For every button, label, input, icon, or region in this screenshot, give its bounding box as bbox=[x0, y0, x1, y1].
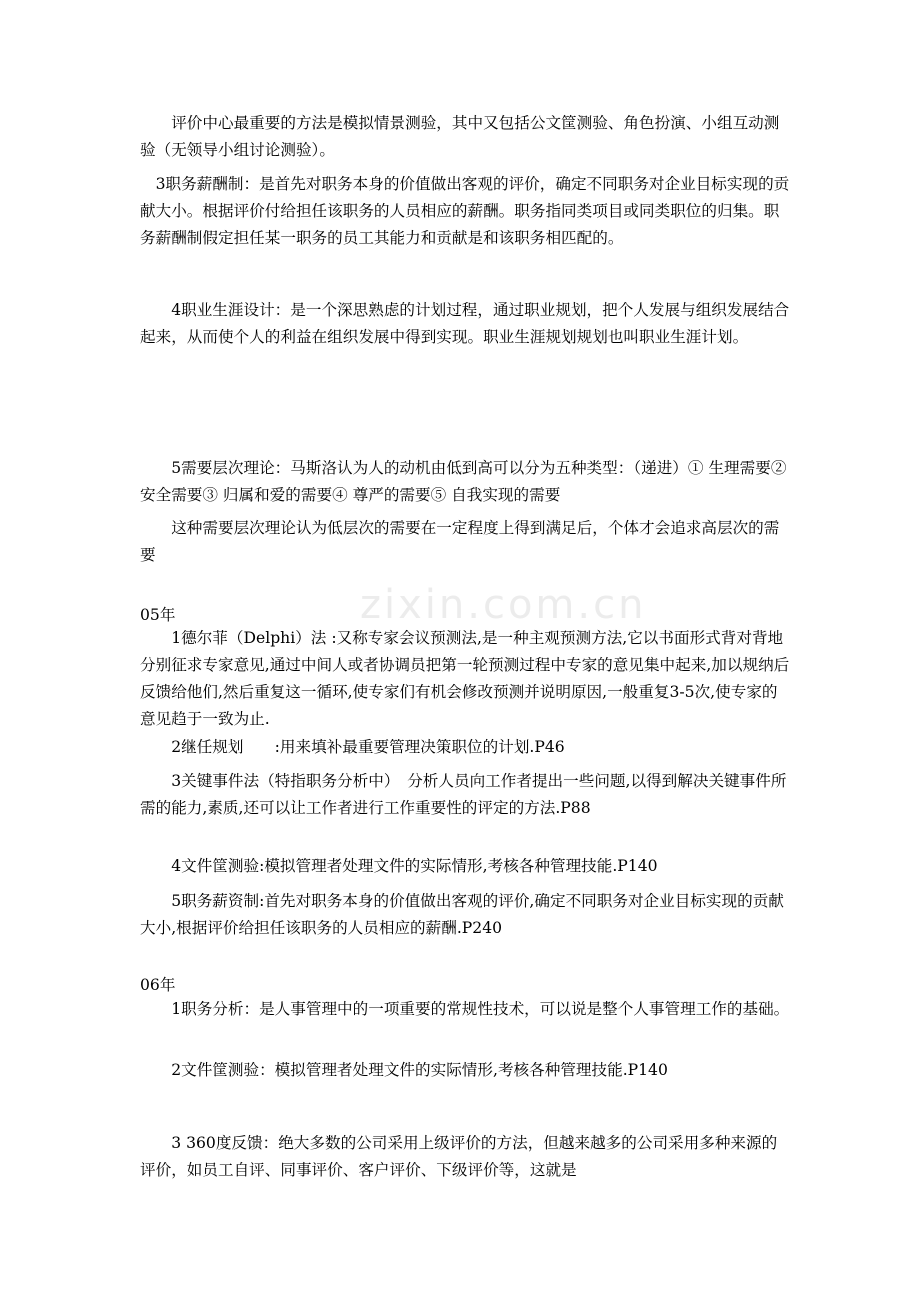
paragraph-assessment-center: 评价中心最重要的方法是模拟情景测验，其中又包括公文筐测验、角色扮演、小组互动测验（无领导小组讨论测验）。 bbox=[140, 114, 780, 159]
paragraph-critical-incident: 3关键事件法（特指职务分析中） 分析人员向工作者提出一些问题,以得到解决关键事件所需的能力,素质,还可以让工作者进行工作重要性的评定的方法.P88 bbox=[140, 772, 787, 817]
paragraph-delphi-method: 1德尔菲（Delphi）法 :又称专家会议预测法,是一种主观预测方法,它以书面形式背对背地分别征求专家意见,通过中间人或者协调员把第一轮预测过程中专家的意见集中起来,加以规纳后反馈给他们,然后重复这一循环,使专家们有机会修改预测并说明原因,一般重复3-5次,使专家的意见趋于一致为止. bbox=[140, 629, 790, 728]
paragraph-job-pay-system: 3职务薪酬制：是首先对职务本身的价值做出客观的评价，确定不同职务对企业目标实现的贡献大小。根据评价付给担任该职务的人员相应的薪酬。职务指同类项目或同类职位的归集。职务薪酬制假定担任某一职务的员工其能力和贡献是和该职务相匹配的。 bbox=[140, 175, 790, 247]
paragraph-360-feedback: 3 360度反馈：绝大多数的公司采用上级评价的方法，但越来越多的公司采用多种来源的评价，如员工自评、同事评价、客户评价、下级评价等，这就是 bbox=[140, 1134, 778, 1179]
heading-year-06: 06年 bbox=[140, 976, 176, 994]
paragraph-hierarchy-of-needs: 5需要层次理论：马斯洛认为人的动机由低到高可以分为五种类型：（递进）① 生理需要② 安全需要③ 归属和爱的需要④ 尊严的需要⑤ 自我实现的需要 bbox=[140, 459, 787, 504]
paragraph-job-salary-system: 5职务薪资制:首先对职务本身的价值做出客观的评价,确定不同职务对企业目标实现的贡献大小,根据评价给担任该职务的人员相应的薪酬.P240 bbox=[140, 892, 784, 937]
paragraph-career-design: 4职业生涯设计：是一个深思熟虑的计划过程，通过职业规划，把个人发展与组织发展结合起来，从而使个人的利益在组织发展中得到实现。职业生涯规划规划也叫职业生涯计划。 bbox=[140, 301, 790, 346]
watermark: zixin.com.cn bbox=[360, 582, 647, 628]
paragraph-job-analysis: 1职务分析：是人事管理中的一项重要的常规性技术，可以说是整个人事管理工作的基础。 bbox=[140, 1000, 790, 1018]
paragraph-in-basket-test: 4文件筐测验:模拟管理者处理文件的实际情形,考核各种管理技能.P140 bbox=[140, 857, 658, 875]
paragraph-in-basket-test-2: 2文件筐测验：模拟管理者处理文件的实际情形,考核各种管理技能.P140 bbox=[140, 1061, 668, 1079]
paragraph-needs-theory: 这种需要层次理论认为低层次的需要在一定程度上得到满足后，个体才会追求高层次的需要 bbox=[140, 519, 780, 564]
paragraph-succession-planning: 2继任规划 :用来填补最重要管理决策职位的计划.P46 bbox=[140, 738, 565, 756]
heading-year-05: 05年 bbox=[140, 606, 176, 624]
